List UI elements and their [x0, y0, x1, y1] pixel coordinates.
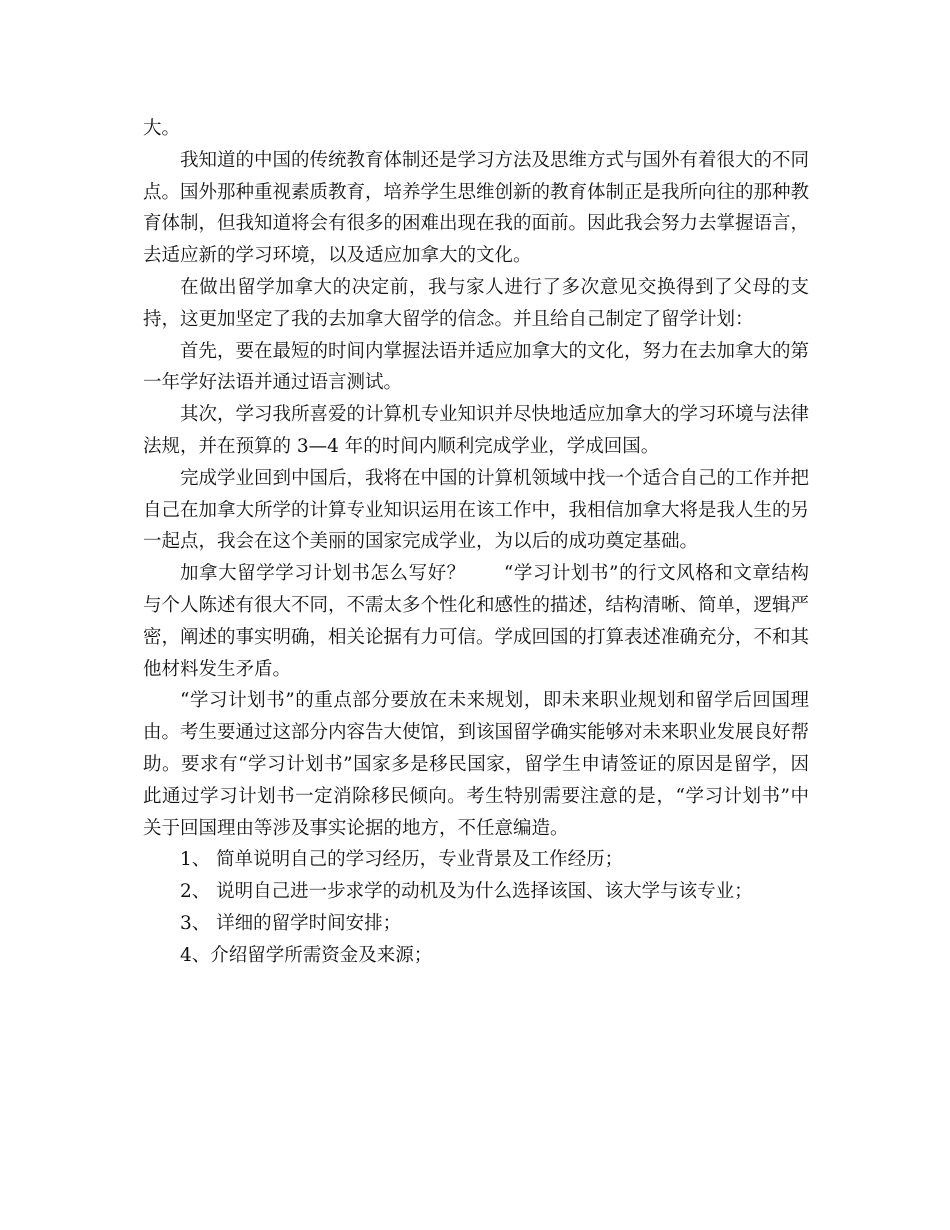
paragraph-education-system: 我知道的中国的传统教育体制还是学习方法及思维方式与国外有着很大的不同点。国外那种重视素质教育，培养学生思维创新的教育体制正是我所向往的那种教育体制，但我知道将会有很多的困难出现在我的面前。因此我会努力去掌握语言，去适应新的学习环境，以及适应加拿大的文化。: [143, 149, 810, 267]
list-item: 1、 简单说明自己的学习经历，专业背景及工作经历；: [180, 849, 624, 871]
list-item: 2、 说明自己进一步求学的动机及为什么选择该国、该大学与该专业；: [180, 881, 753, 903]
paragraph-key-section: “学习计划书”的重点部分要放在未来规划，即未来职业规划和留学后回国理由。考生要通过这部分内容告大使馆，到该国留学确实能够对未来职业发展良好帮助。要求有“学习计划书”国家多是移民国家，留学生申请签证的原因是留学，因此通过学习计划书一定消除移民倾向。考生特别需要注意的是，“学习计划书”中关于回国理由等涉及事实论据的地方，不任意编造。: [143, 690, 810, 839]
paragraph-second-step: 其次，学习我所喜爱的计算机专业知识并尽快地适应加拿大的学习环境与法律法规，并在预算的 3—4 年的时间内顺利完成学业，学成回国。: [143, 404, 810, 457]
paragraph-family-decision: 在做出留学加拿大的决定前，我与家人进行了多次意见交换得到了父母的支持，这更加坚定了我的去加拿大留学的信念。并且给自己制定了留学计划：: [143, 276, 809, 330]
paragraph-how-to-write: 加拿大留学学习计划书怎么写好？ “学习计划书”的行文风格和文章结构与个人陈述有很大不同，不需太多个性化和感性的描述，结构清晰、简单，逻辑严密，阐述的事实明确，相关论据有力可信。学成回国的打算表述准确充分，不和其他材料发生矛盾。: [143, 563, 810, 680]
document-body: [143, 113, 809, 972]
paragraph-first-step: 首先，要在最短的时间内掌握法语并适应加拿大的文化，努力在去加拿大的第一年学好法语并通过语言测试。: [143, 340, 810, 394]
paragraph-continuation: 大。: [143, 118, 181, 139]
list-item: 3、 详细的留学时间安排；: [180, 912, 402, 934]
paragraph-after-graduation: 完成学业回到中国后，我将在中国的计算机领域中找一个适合自己的工作并把自己在加拿大所学的计算专业知识运用在该工作中，我相信加拿大将是我人生的另一起点，我会在这个美丽的国家完成学业，为以后的成功奠定基础。: [143, 467, 810, 553]
list-item: 4、介绍留学所需资金及来源；: [180, 944, 433, 966]
